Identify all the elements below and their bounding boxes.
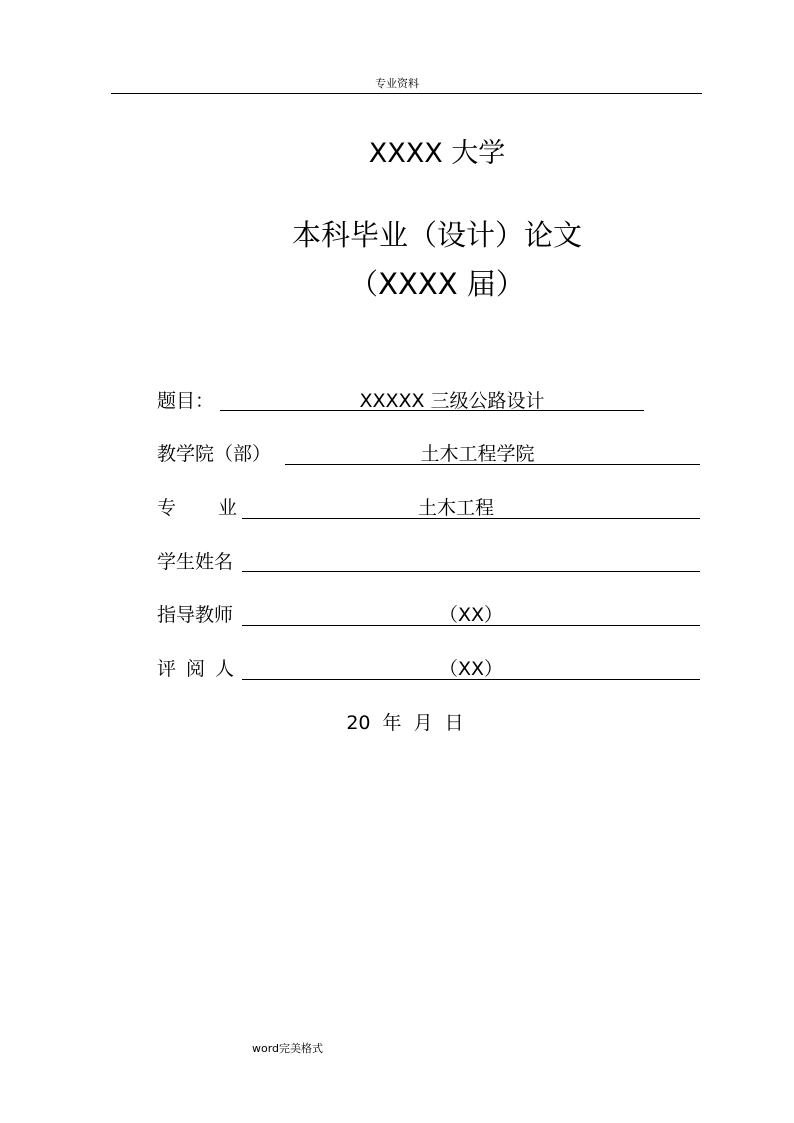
university-name: XXXX 大学 [368,138,506,169]
class-year: （XXXX 届） [349,267,525,301]
school-value: 土木工程学院 [420,443,535,465]
thesis-title: 本科毕业（设计）论文 [291,218,582,252]
major-label: 专业 [157,497,280,519]
student-name-underline [242,571,700,572]
topic-value: XXXXX 三级公路设计 [359,390,545,412]
page-footer-text: word完美格式 [252,1042,324,1055]
date-line: 20 年 月 日 [346,712,464,734]
school-label: 教学院（部） [157,443,272,465]
advisor-label: 指导教师 [157,604,234,626]
header-rule [111,93,702,94]
advisor-value: （XX） [438,604,504,626]
student-name-label: 学生姓名 [157,551,234,573]
reviewer-value: （XX） [438,658,504,680]
reviewer-label: 评阅人 [157,658,245,680]
page-header-text: 专业资料 [375,77,419,90]
major-value: 土木工程 [417,497,494,519]
topic-label: 题目： [157,390,215,412]
